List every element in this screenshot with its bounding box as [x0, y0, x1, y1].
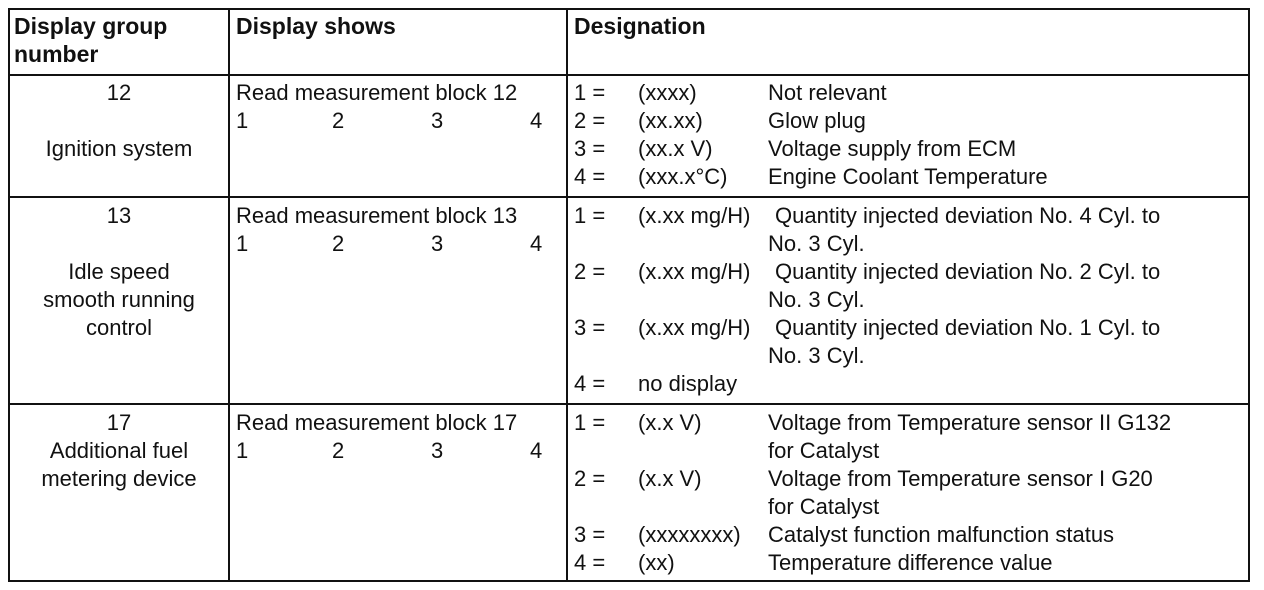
designation-text: Engine Coolant Temperature [768, 164, 1048, 189]
designation-index: 4 = [574, 164, 606, 189]
designation-unit: no display [638, 371, 738, 396]
group-number: 12 [106, 80, 132, 105]
designation-text: Voltage supply from ECM [768, 136, 1017, 161]
column-divider [566, 10, 568, 580]
field-number: 2 [332, 108, 345, 133]
field-number: 1 [236, 108, 249, 133]
designation-index: 2 = [574, 259, 606, 284]
field-number: 1 [236, 438, 249, 463]
designation-text: No. 3 Cyl. [768, 231, 865, 256]
group-number: 13 [106, 203, 132, 228]
designation-text: Voltage from Temperature sensor II G132 [768, 410, 1172, 435]
designation-unit: (xx.xx) [638, 108, 703, 133]
designation-unit: (x.xx mg/H) [638, 203, 751, 228]
designation-unit: (xxx.x°C) [638, 164, 728, 189]
designation-index: 1 = [574, 203, 606, 228]
group-name: control [85, 315, 153, 340]
designation-unit: (x.x V) [638, 466, 702, 491]
designation-index: 2 = [574, 108, 606, 133]
designation-index: 4 = [574, 371, 606, 396]
header-display-shows: Display shows [236, 13, 396, 39]
designation-text: No. 3 Cyl. [768, 287, 865, 312]
designation-text: Voltage from Temperature sensor I G20 [768, 466, 1153, 491]
header-divider [10, 74, 1248, 76]
designation-text: for Catalyst [768, 438, 880, 463]
header-display-group-number: Display group number [14, 13, 168, 67]
designation-text: Catalyst function malfunction status [768, 522, 1115, 547]
designation-text: for Catalyst [768, 494, 880, 519]
measurement-block-table [8, 8, 1250, 582]
field-number: 4 [530, 231, 543, 256]
field-number: 2 [332, 231, 345, 256]
designation-index: 3 = [574, 136, 606, 161]
group-number: 17 [106, 410, 132, 435]
row-divider [10, 403, 1248, 405]
designation-text: Not relevant [768, 80, 887, 105]
group-name: metering device [41, 466, 197, 491]
designation-unit: (x.xx mg/H) [638, 315, 751, 340]
designation-text: No. 3 Cyl. [768, 343, 865, 368]
designation-index: 3 = [574, 315, 606, 340]
field-number: 3 [431, 231, 444, 256]
designation-index: 1 = [574, 410, 606, 435]
designation-unit: (x.x V) [638, 410, 702, 435]
designation-unit: (xx) [638, 550, 675, 575]
designation-unit: (xxxxxxxx) [638, 522, 741, 547]
designation-text: Quantity injected deviation No. 4 Cyl. to [775, 203, 1161, 228]
row-divider [10, 196, 1248, 198]
display-shows-text: Read measurement block 12 [236, 80, 518, 105]
group-name: Ignition system [45, 136, 193, 161]
field-number: 4 [530, 108, 543, 133]
field-number: 3 [431, 438, 444, 463]
designation-index: 1 = [574, 80, 606, 105]
designation-index: 4 = [574, 550, 606, 575]
field-number: 1 [236, 231, 249, 256]
designation-unit: (xx.x V) [638, 136, 713, 161]
display-shows-text: Read measurement block 13 [236, 203, 518, 228]
designation-unit: (xxxx) [638, 80, 697, 105]
group-name: Additional fuel [49, 438, 189, 463]
designation-text: Temperature difference value [768, 550, 1053, 575]
header-designation: Designation [574, 13, 706, 39]
field-number: 4 [530, 438, 543, 463]
field-number: 3 [431, 108, 444, 133]
designation-index: 3 = [574, 522, 606, 547]
designation-index: 2 = [574, 466, 606, 491]
designation-text: Quantity injected deviation No. 1 Cyl. to [775, 315, 1161, 340]
column-divider [228, 10, 230, 580]
designation-unit: (x.xx mg/H) [638, 259, 751, 284]
field-number: 2 [332, 438, 345, 463]
group-name: Idle speed [68, 259, 170, 284]
designation-text: Quantity injected deviation No. 2 Cyl. to [775, 259, 1161, 284]
display-shows-text: Read measurement block 17 [236, 410, 518, 435]
designation-text: Glow plug [768, 108, 866, 133]
group-name: smooth running [43, 287, 195, 312]
